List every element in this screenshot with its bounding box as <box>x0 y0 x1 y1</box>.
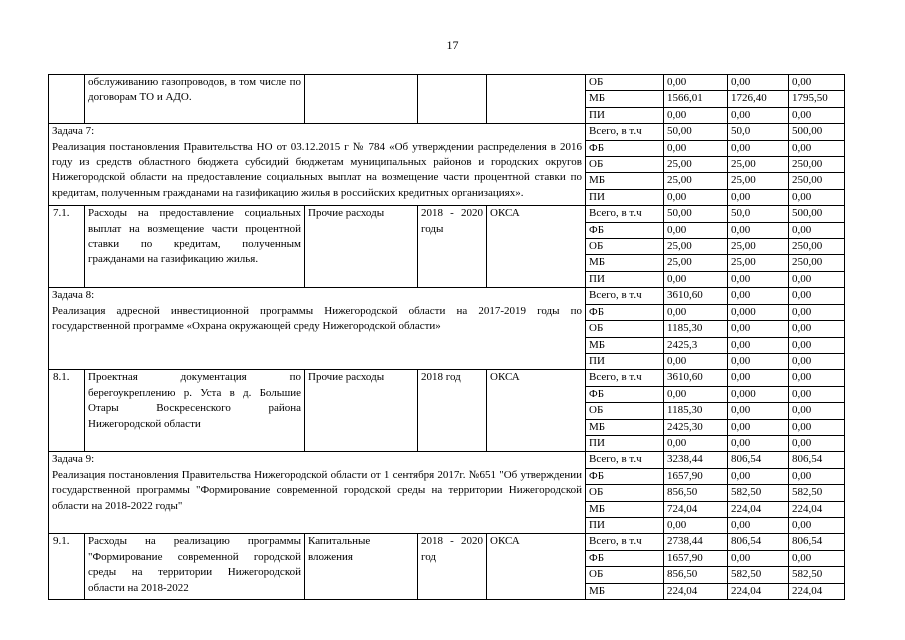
amount-2020: 0,00 <box>789 517 845 533</box>
amount-2019: 25,00 <box>728 239 789 255</box>
item-description: Расходы на предоставление социальных выплат на возмещение части процентной ставки по кредитам, полученным гражданами на газификацию жилья. <box>85 206 305 288</box>
amount-2018: 224,04 <box>664 583 728 599</box>
amount-2020: 0,00 <box>789 189 845 205</box>
amount-2018: 0,00 <box>664 189 728 205</box>
amount-2018: 1185,30 <box>664 403 728 419</box>
table-row <box>49 75 845 91</box>
amount-2018: 856,50 <box>664 485 728 501</box>
amount-2019: 224,04 <box>728 501 789 517</box>
amount-2018: 0,00 <box>664 517 728 533</box>
amount-2018: 25,00 <box>664 239 728 255</box>
task-cell <box>49 452 586 534</box>
amount-2019: 25,00 <box>728 157 789 173</box>
fund-source: ФБ <box>586 222 664 238</box>
task-text: Реализация адресной инвестиционной программы Нижегородской области на 2017-2019 годы по государственной программе «Охрана окружающей среду Нижегородской области» <box>52 304 582 333</box>
fund-source: ПИ <box>586 517 664 533</box>
amount-2020: 500,00 <box>789 124 845 140</box>
amount-2020: 500,00 <box>789 206 845 222</box>
fund-source: МБ <box>586 255 664 271</box>
expense-category: Прочие расходы <box>305 206 418 288</box>
amount-2018: 0,00 <box>664 386 728 402</box>
amount-2019: 0,00 <box>728 107 789 123</box>
amount-2020: 224,04 <box>789 501 845 517</box>
amount-2020: 0,00 <box>789 435 845 451</box>
fund-source: ОБ <box>586 403 664 419</box>
fund-source: МБ <box>586 419 664 435</box>
amount-2019: 0,00 <box>728 517 789 533</box>
period <box>418 75 487 124</box>
task-cell <box>49 124 586 206</box>
task-title: Задача 7: <box>52 125 95 138</box>
amount-2018: 0,00 <box>664 271 728 287</box>
amount-2020: 0,00 <box>789 468 845 484</box>
amount-2018: 3238,44 <box>664 452 728 468</box>
amount-2019: 0,00 <box>728 419 789 435</box>
amount-2020: 0,00 <box>789 321 845 337</box>
fund-source: МБ <box>586 91 664 107</box>
amount-2018: 25,00 <box>664 173 728 189</box>
amount-2020: 0,00 <box>789 550 845 566</box>
amount-2019: 0,00 <box>728 337 789 353</box>
amount-2020: 582,50 <box>789 567 845 583</box>
executor: ОКСА <box>487 370 586 452</box>
amount-2018: 1657,90 <box>664 468 728 484</box>
fund-source: ФБ <box>586 304 664 320</box>
amount-2019: 0,00 <box>728 370 789 386</box>
fund-source: ФБ <box>586 468 664 484</box>
amount-2020: 0,00 <box>789 304 845 320</box>
fund-source: Всего, в т.ч <box>586 288 664 304</box>
executor: ОКСА <box>487 534 586 600</box>
amount-2018: 856,50 <box>664 567 728 583</box>
fund-source: ПИ <box>586 353 664 369</box>
table-row <box>49 124 845 140</box>
amount-2018: 1566,01 <box>664 91 728 107</box>
fund-source: Всего, в т.ч <box>586 452 664 468</box>
amount-2019: 25,00 <box>728 255 789 271</box>
amount-2020: 250,00 <box>789 157 845 173</box>
expense-category: Капитальные вложения <box>305 534 418 600</box>
fund-source: ОБ <box>586 157 664 173</box>
item-description: обслуживанию газопроводов, в том числе по договорам ТО и АДО. <box>85 75 305 124</box>
amount-2020: 0,00 <box>789 271 845 287</box>
amount-2020: 250,00 <box>789 255 845 271</box>
amount-2020: 1795,50 <box>789 91 845 107</box>
amount-2019: 0,00 <box>728 140 789 156</box>
fund-source: ФБ <box>586 550 664 566</box>
amount-2020: 0,00 <box>789 419 845 435</box>
budget-table <box>48 74 845 600</box>
task-text: Реализация постановления Правительства НО от 03.12.2015 г № 784 «Об утверждении распределения в 2016 году из средств областного бюджета субсидий бюджетам муниципальных районов и городских округов Нижегородской области на предоставление социальных выплат на возмещение части процентной ставки по кредитам, полученным гражданами на газификацию жилья в российских кредитных организациях». <box>52 140 582 199</box>
fund-source: ОБ <box>586 239 664 255</box>
amount-2020: 582,50 <box>789 485 845 501</box>
table-row <box>49 534 845 550</box>
amount-2018: 25,00 <box>664 255 728 271</box>
period: 2018 год <box>418 370 487 452</box>
fund-source: ПИ <box>586 189 664 205</box>
fund-source: МБ <box>586 337 664 353</box>
fund-source: ОБ <box>586 567 664 583</box>
amount-2018: 50,00 <box>664 124 728 140</box>
table-row <box>49 288 845 304</box>
amount-2018: 50,00 <box>664 206 728 222</box>
amount-2018: 2425,3 <box>664 337 728 353</box>
amount-2019: 806,54 <box>728 534 789 550</box>
item-number: 7.1. <box>49 206 85 288</box>
table-row <box>49 370 845 386</box>
amount-2019: 50,0 <box>728 206 789 222</box>
amount-2018: 2425,30 <box>664 419 728 435</box>
amount-2020: 224,04 <box>789 583 845 599</box>
amount-2019: 25,00 <box>728 173 789 189</box>
amount-2018: 724,04 <box>664 501 728 517</box>
amount-2019: 582,50 <box>728 567 789 583</box>
task-title: Задача 8: <box>52 289 95 302</box>
fund-source: МБ <box>586 583 664 599</box>
item-description: Расходы на реализацию программы "Формирование современной городской среды на территории Нижегородской области на 2018-2022 <box>85 534 305 600</box>
amount-2018: 1657,90 <box>664 550 728 566</box>
amount-2020: 0,00 <box>789 107 845 123</box>
item-number: 8.1. <box>49 370 85 452</box>
amount-2020: 250,00 <box>789 173 845 189</box>
amount-2019: 582,50 <box>728 485 789 501</box>
fund-source: МБ <box>586 501 664 517</box>
amount-2020: 806,54 <box>789 534 845 550</box>
amount-2018: 3610,60 <box>664 288 728 304</box>
amount-2019: 0,00 <box>728 222 789 238</box>
amount-2020: 0,00 <box>789 386 845 402</box>
amount-2018: 0,00 <box>664 353 728 369</box>
fund-source: Всего, в т.ч <box>586 124 664 140</box>
amount-2020: 0,00 <box>789 403 845 419</box>
amount-2018: 25,00 <box>664 157 728 173</box>
amount-2020: 0,00 <box>789 337 845 353</box>
expense-category <box>305 75 418 124</box>
amount-2020: 806,54 <box>789 452 845 468</box>
amount-2019: 0,000 <box>728 304 789 320</box>
item-description: Проектная документация по берегоукреплению р. Уста в д. Большие Отары Воскресенского района Нижегородской области <box>85 370 305 452</box>
fund-source: ОБ <box>586 485 664 501</box>
amount-2020: 250,00 <box>789 239 845 255</box>
amount-2019: 0,00 <box>728 403 789 419</box>
amount-2020: 0,00 <box>789 288 845 304</box>
amount-2018: 2738,44 <box>664 534 728 550</box>
expense-category: Прочие расходы <box>305 370 418 452</box>
amount-2018: 0,00 <box>664 435 728 451</box>
item-number: 9.1. <box>49 534 85 600</box>
amount-2019: 0,00 <box>728 271 789 287</box>
amount-2020: 0,00 <box>789 75 845 91</box>
amount-2019: 0,00 <box>728 75 789 91</box>
fund-source: ОБ <box>586 321 664 337</box>
amount-2018: 0,00 <box>664 140 728 156</box>
table-row <box>49 452 845 468</box>
amount-2019: 1726,40 <box>728 91 789 107</box>
amount-2020: 0,00 <box>789 370 845 386</box>
page-number: 17 <box>446 38 459 52</box>
amount-2020: 0,00 <box>789 353 845 369</box>
task-cell <box>49 288 586 370</box>
executor: ОКСА <box>487 206 586 288</box>
fund-source: ПИ <box>586 435 664 451</box>
task-text: Реализация постановления Правительства Нижегородской области от 1 сентября 2017г. №651 "Об утверждении государственной программы "Формирование современной городской среды на территории Нижегородской области на 2018-2022 годы" <box>52 468 582 512</box>
amount-2019: 0,00 <box>728 321 789 337</box>
fund-source: ПИ <box>586 107 664 123</box>
amount-2018: 0,00 <box>664 75 728 91</box>
amount-2019: 0,00 <box>728 468 789 484</box>
period: 2018 - 2020 годы <box>418 206 487 288</box>
fund-source: МБ <box>586 173 664 189</box>
fund-source: ФБ <box>586 386 664 402</box>
amount-2019: 0,000 <box>728 386 789 402</box>
amount-2019: 0,00 <box>728 435 789 451</box>
fund-source: ОБ <box>586 75 664 91</box>
amount-2018: 0,00 <box>664 107 728 123</box>
amount-2020: 0,00 <box>789 140 845 156</box>
table-row <box>49 206 845 222</box>
item-number <box>49 75 85 124</box>
amount-2019: 0,00 <box>728 550 789 566</box>
amount-2018: 0,00 <box>664 304 728 320</box>
amount-2019: 224,04 <box>728 583 789 599</box>
amount-2019: 0,00 <box>728 189 789 205</box>
fund-source: ПИ <box>586 271 664 287</box>
executor <box>487 75 586 124</box>
amount-2019: 50,0 <box>728 124 789 140</box>
amount-2019: 0,00 <box>728 288 789 304</box>
fund-source: ФБ <box>586 140 664 156</box>
task-title: Задача 9: <box>52 453 95 466</box>
amount-2018: 0,00 <box>664 222 728 238</box>
amount-2018: 1185,30 <box>664 321 728 337</box>
fund-source: Всего, в т.ч <box>586 534 664 550</box>
fund-source: Всего, в т.ч <box>586 370 664 386</box>
fund-source: Всего, в т.ч <box>586 206 664 222</box>
amount-2019: 0,00 <box>728 353 789 369</box>
amount-2020: 0,00 <box>789 222 845 238</box>
amount-2018: 3610,60 <box>664 370 728 386</box>
amount-2019: 806,54 <box>728 452 789 468</box>
period: 2018 - 2020 год <box>418 534 487 600</box>
